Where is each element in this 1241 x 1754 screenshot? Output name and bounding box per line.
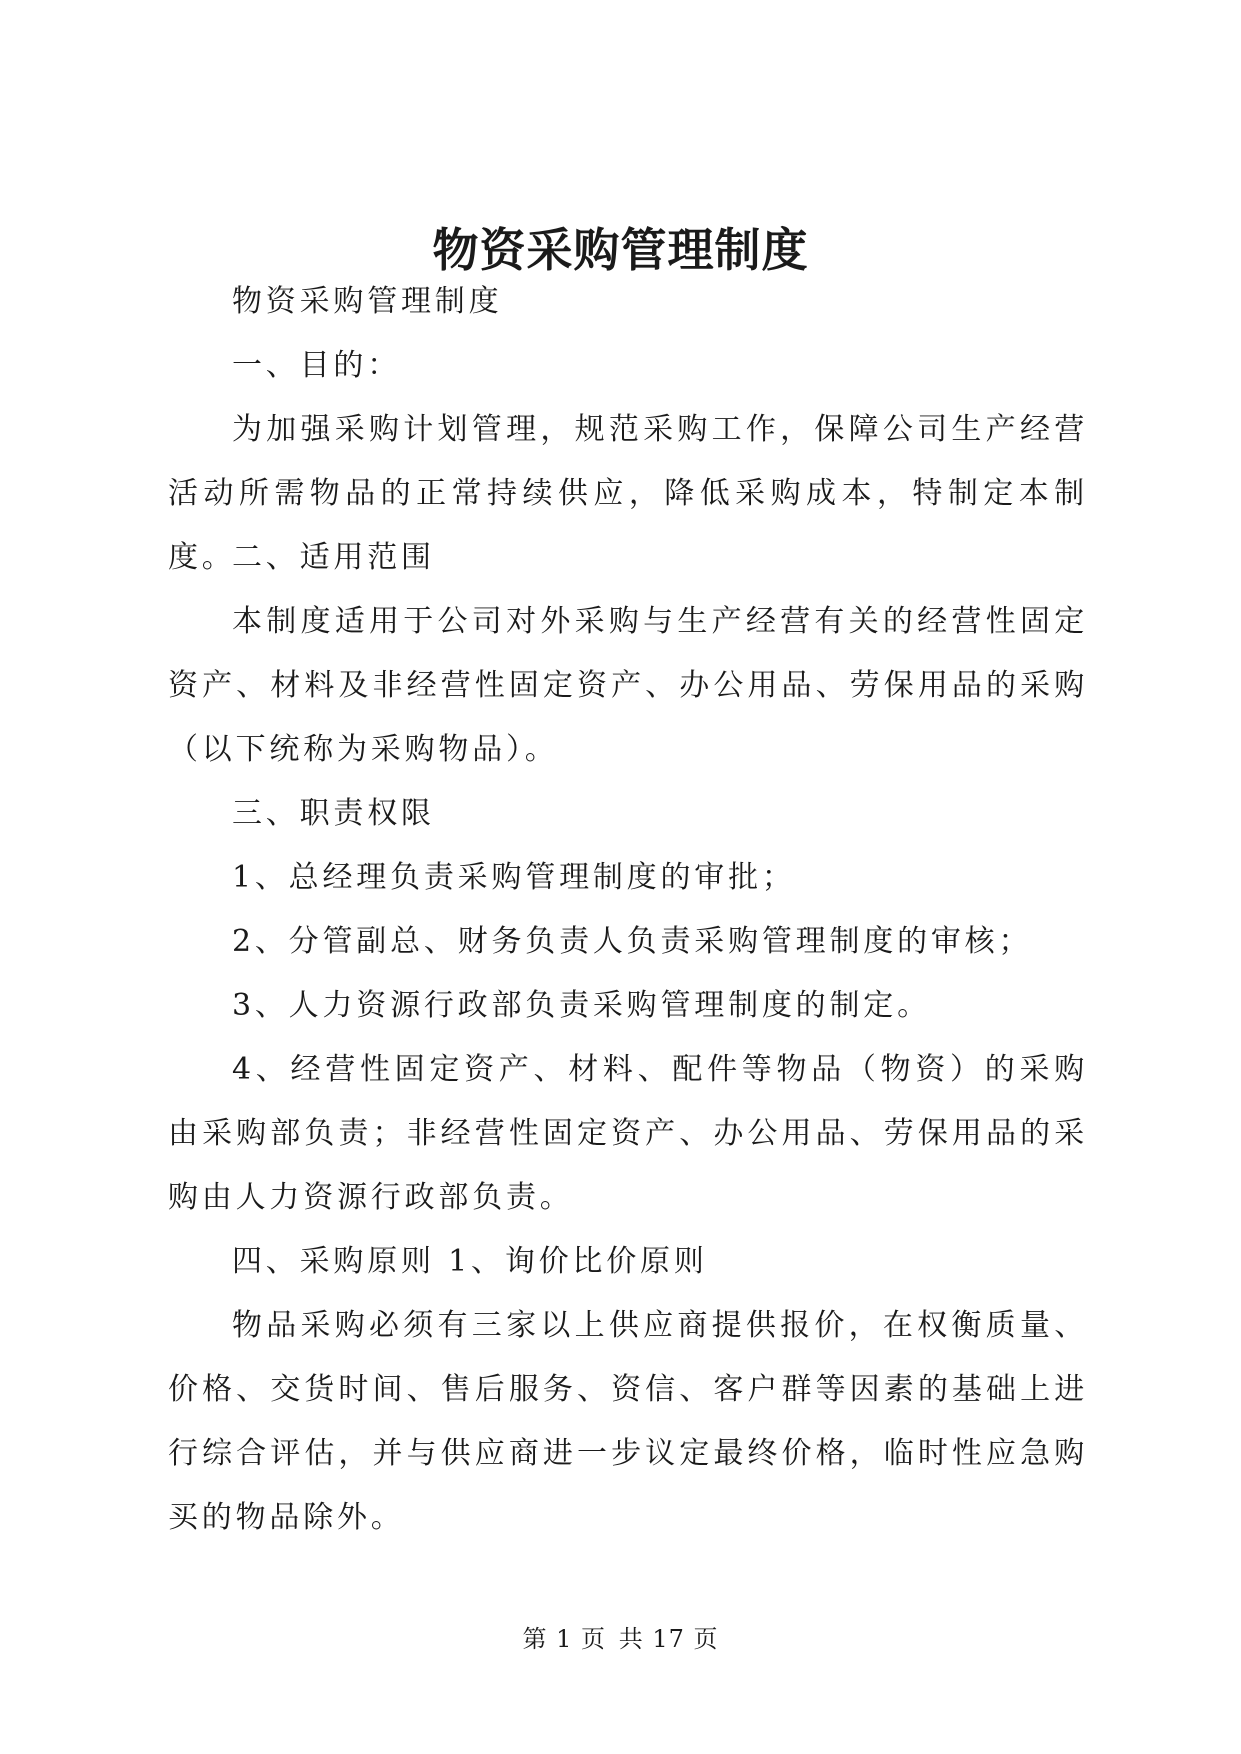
list-item-responsibility-3: 3、人力资源行政部负责采购管理制度的制定。	[232, 988, 931, 1023]
section-heading-purpose: 一、目的：	[232, 348, 401, 383]
section-heading-scope: 二、适用范围	[232, 540, 435, 575]
section-heading-responsibilities: 三、职责权限	[232, 796, 435, 831]
paragraph-principles: 物品采购必须有三家以上供应商提供报价，在权衡质量、价格、交货时间、售后服务、资信、客户群等因素的基础上进行综合评估，并与供应商进一步议定最终价格，临时性应急购买的物品除外。	[168, 1308, 1088, 1535]
list-item-responsibility-2: 2、分管副总、财务负责人负责采购管理制度的审核；	[232, 924, 1033, 959]
paragraph-purpose: 为加强采购计划管理，规范采购工作，保障公司生产经营活动所需物品的正常持续供应，降低采购成本，特制定本制度。	[168, 412, 1088, 575]
page-footer	[0, 1622, 1241, 1656]
paragraph-heading-repeat: 物资采购管理制度	[232, 284, 503, 319]
list-item-responsibility-1: 1、总经理负责采购管理制度的审批；	[232, 860, 796, 895]
section-heading-principles: 四、采购原则 1、询价比价原则	[232, 1244, 708, 1279]
page-number: 第 1 页	[522, 1625, 607, 1653]
document-title: 物资采购管理制度	[432, 223, 809, 277]
page-total: 共 17 页	[618, 1625, 719, 1653]
paragraph-scope: 本制度适用于公司对外采购与生产经营有关的经营性固定资产、材料及非经营性固定资产、办公用品、劳保用品的采购（以下统称为采购物品）。	[168, 604, 1088, 767]
list-item-responsibility-4: 4、经营性固定资产、材料、配件等物品（物资）的采购由采购部负责；非经营性固定资产、办公用品、劳保用品的采购由人力资源行政部负责。	[168, 1052, 1088, 1215]
